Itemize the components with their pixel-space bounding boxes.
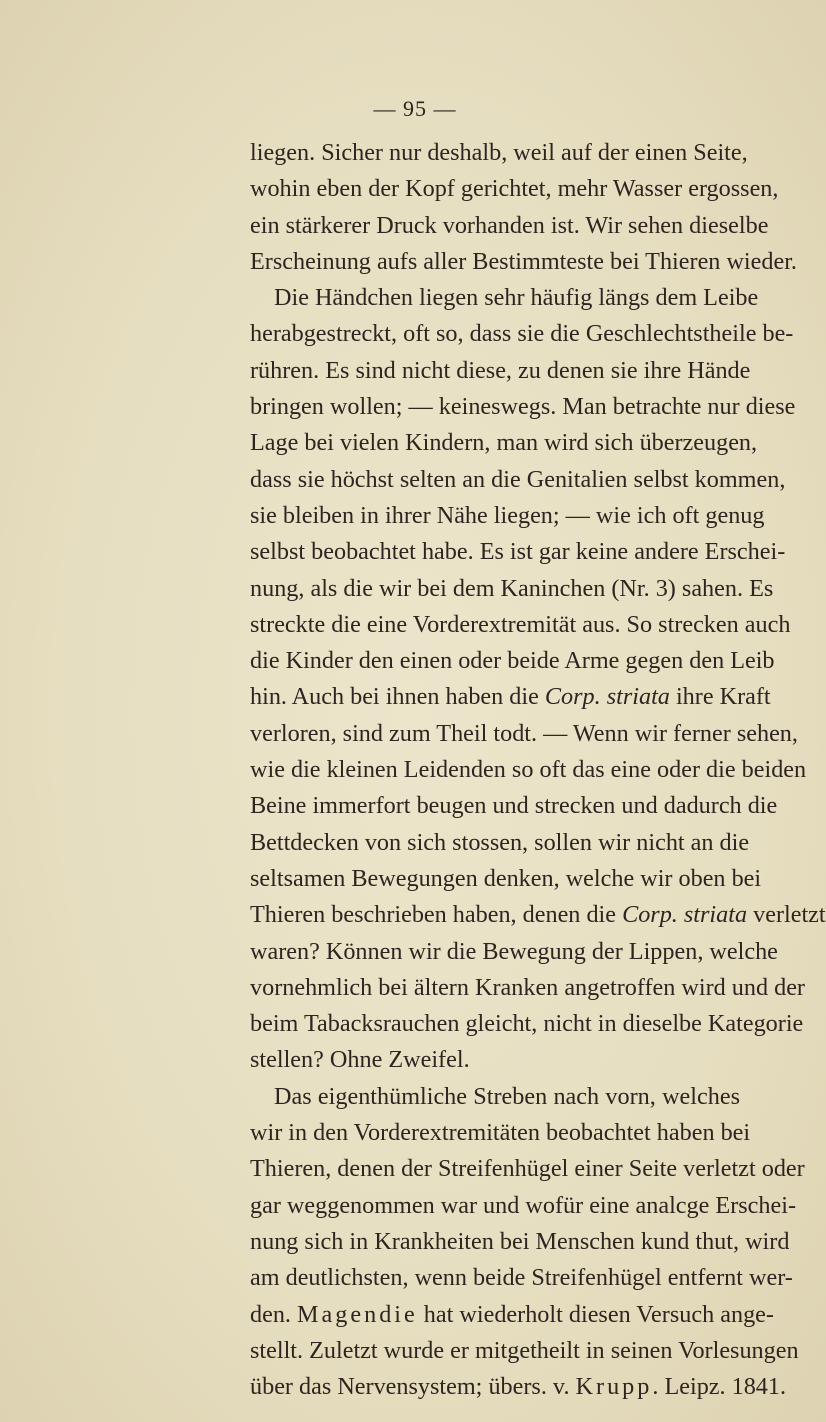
spaced-name: Krupp bbox=[575, 1373, 653, 1401]
text-segment: vornehmlich bei ältern Kranken angetroffen wird und der bbox=[250, 973, 805, 1001]
text-segment: rühren. Es sind nicht diese, zu denen sie ihre Hände bbox=[250, 356, 751, 384]
text-line bbox=[250, 534, 786, 570]
text-line bbox=[250, 1224, 790, 1260]
text-line bbox=[250, 716, 798, 752]
text-segment: ein stärkerer Druck vorhanden ist. Wir sehen dieselbe bbox=[250, 211, 769, 239]
text-segment: wie die kleinen Leidenden so oft das eine oder die beiden bbox=[250, 756, 807, 784]
text-segment: beim Tabacksrauchen gleicht, nicht in dieselbe Kategorie bbox=[250, 1010, 804, 1038]
text-segment: nung sich in Krankheiten bei Menschen kund thut, wird bbox=[250, 1227, 790, 1255]
text-segment: nung, als die wir bei dem Kaninchen (Nr. 3) sahen. Es bbox=[250, 574, 774, 602]
text-segment: sie bleiben in ihrer Nähe liegen; — wie ich oft genug bbox=[250, 501, 765, 529]
text-segment: Lage bei vielen Kindern, man wird sich überzeugen, bbox=[250, 429, 758, 457]
text-segment: wir in den Vorderextremitäten beobachtet haben bei bbox=[250, 1119, 751, 1147]
text-line bbox=[250, 316, 794, 352]
text-line bbox=[250, 607, 791, 643]
text-segment: über das Nervensystem; übers. v. bbox=[250, 1373, 576, 1401]
text-line bbox=[250, 280, 759, 316]
text-segment: Thieren, denen der Streifenhügel einer Seite verletzt oder bbox=[250, 1155, 805, 1183]
text-line bbox=[250, 244, 797, 280]
text-segment: seltsamen Bewegungen denken, welche wir oben bei bbox=[250, 864, 762, 892]
italic-term: Corp. striata bbox=[622, 901, 748, 929]
text-segment: dass sie höchst selten an die Genitalien selbst kommen, bbox=[250, 465, 786, 493]
text-segment: ihre Kraft bbox=[669, 683, 771, 711]
text-line bbox=[250, 1151, 805, 1187]
text-line bbox=[250, 1115, 751, 1151]
text-segment: hin. Auch bei ihnen haben die bbox=[250, 683, 545, 711]
spaced-name: Magendie bbox=[297, 1300, 418, 1328]
text-segment: herabgestreckt, oft so, dass sie die Geschlechtstheile be- bbox=[250, 320, 794, 348]
text-segment: die Kinder den einen oder beide Arme gegen den Leib bbox=[250, 647, 775, 675]
page-number: — 95 — bbox=[373, 96, 457, 121]
text-line bbox=[250, 208, 769, 244]
text-segment: Erscheinung aufs aller Bestimmteste bei Thieren wieder. bbox=[250, 247, 797, 275]
text-line bbox=[250, 1369, 787, 1405]
text-segment: Die Händchen liegen sehr häufig längs dem Leibe bbox=[274, 284, 759, 312]
text-segment: verloren, sind zum Theil todt. — Wenn wir ferner sehen, bbox=[250, 719, 798, 747]
text-segment: den. bbox=[250, 1300, 298, 1328]
text-line bbox=[250, 389, 796, 425]
text-segment: Thieren beschrieben haben, denen die bbox=[250, 901, 623, 929]
text-line bbox=[250, 1006, 804, 1042]
text-line bbox=[250, 1333, 799, 1369]
text-line bbox=[250, 861, 762, 897]
text-line bbox=[250, 1079, 740, 1115]
text-segment: selbst beobachtet habe. Es ist gar keine andere Erschei- bbox=[250, 538, 786, 566]
text-line bbox=[250, 171, 779, 207]
text-segment: . Leipz. 1841. bbox=[652, 1373, 787, 1401]
text-line bbox=[250, 1188, 797, 1224]
body-text bbox=[250, 135, 826, 1405]
italic-term: Corp. striata bbox=[544, 683, 670, 711]
text-line bbox=[250, 1260, 793, 1296]
text-segment: bringen wollen; — keineswegs. Man betrachte nur diese bbox=[250, 393, 796, 421]
text-line bbox=[250, 934, 778, 970]
text-segment: verletzt bbox=[747, 901, 826, 929]
text-line bbox=[250, 571, 774, 607]
text-segment: streckte die eine Vorderextremität aus. So strecken auch bbox=[250, 610, 791, 638]
text-line bbox=[250, 970, 805, 1006]
text-line bbox=[250, 752, 807, 788]
text-segment: stellt. Zuletzt wurde er mitgetheilt in seinen Vorlesungen bbox=[250, 1336, 799, 1364]
text-segment: am deutlichsten, wenn beide Streifenhügel entfernt wer- bbox=[250, 1264, 793, 1292]
text-line bbox=[250, 679, 771, 715]
text-line bbox=[250, 462, 786, 498]
text-line bbox=[250, 425, 758, 461]
text-line bbox=[250, 788, 778, 824]
text-line bbox=[250, 498, 765, 534]
text-line bbox=[250, 1297, 774, 1333]
text-segment: waren? Können wir die Bewegung der Lippen, welche bbox=[250, 937, 778, 965]
text-line bbox=[250, 825, 750, 861]
text-line bbox=[250, 1042, 740, 1078]
text-line bbox=[250, 353, 751, 389]
text-segment: liegen. Sicher nur deshalb, weil auf der einen Seite, bbox=[250, 139, 748, 166]
text-segment: gar weggenommen war und wofür eine analcge Erschei- bbox=[250, 1191, 797, 1219]
text-segment: hat wiederholt diesen Versuch ange- bbox=[417, 1300, 774, 1328]
text-segment: stellen? Ohne Zweifel. bbox=[250, 1046, 470, 1074]
text-line bbox=[250, 135, 748, 171]
text-segment: Bettdecken von sich stossen, sollen wir nicht an die bbox=[250, 828, 750, 856]
text-line bbox=[250, 643, 775, 679]
text-line bbox=[250, 897, 826, 933]
text-segment: wohin eben der Kopf gerichtet, mehr Wasser ergossen, bbox=[250, 175, 779, 203]
text-segment: Das eigenthümliche Streben nach vorn, welches bbox=[274, 1082, 740, 1110]
text-segment: Beine immerfort beugen und strecken und dadurch die bbox=[250, 792, 778, 820]
